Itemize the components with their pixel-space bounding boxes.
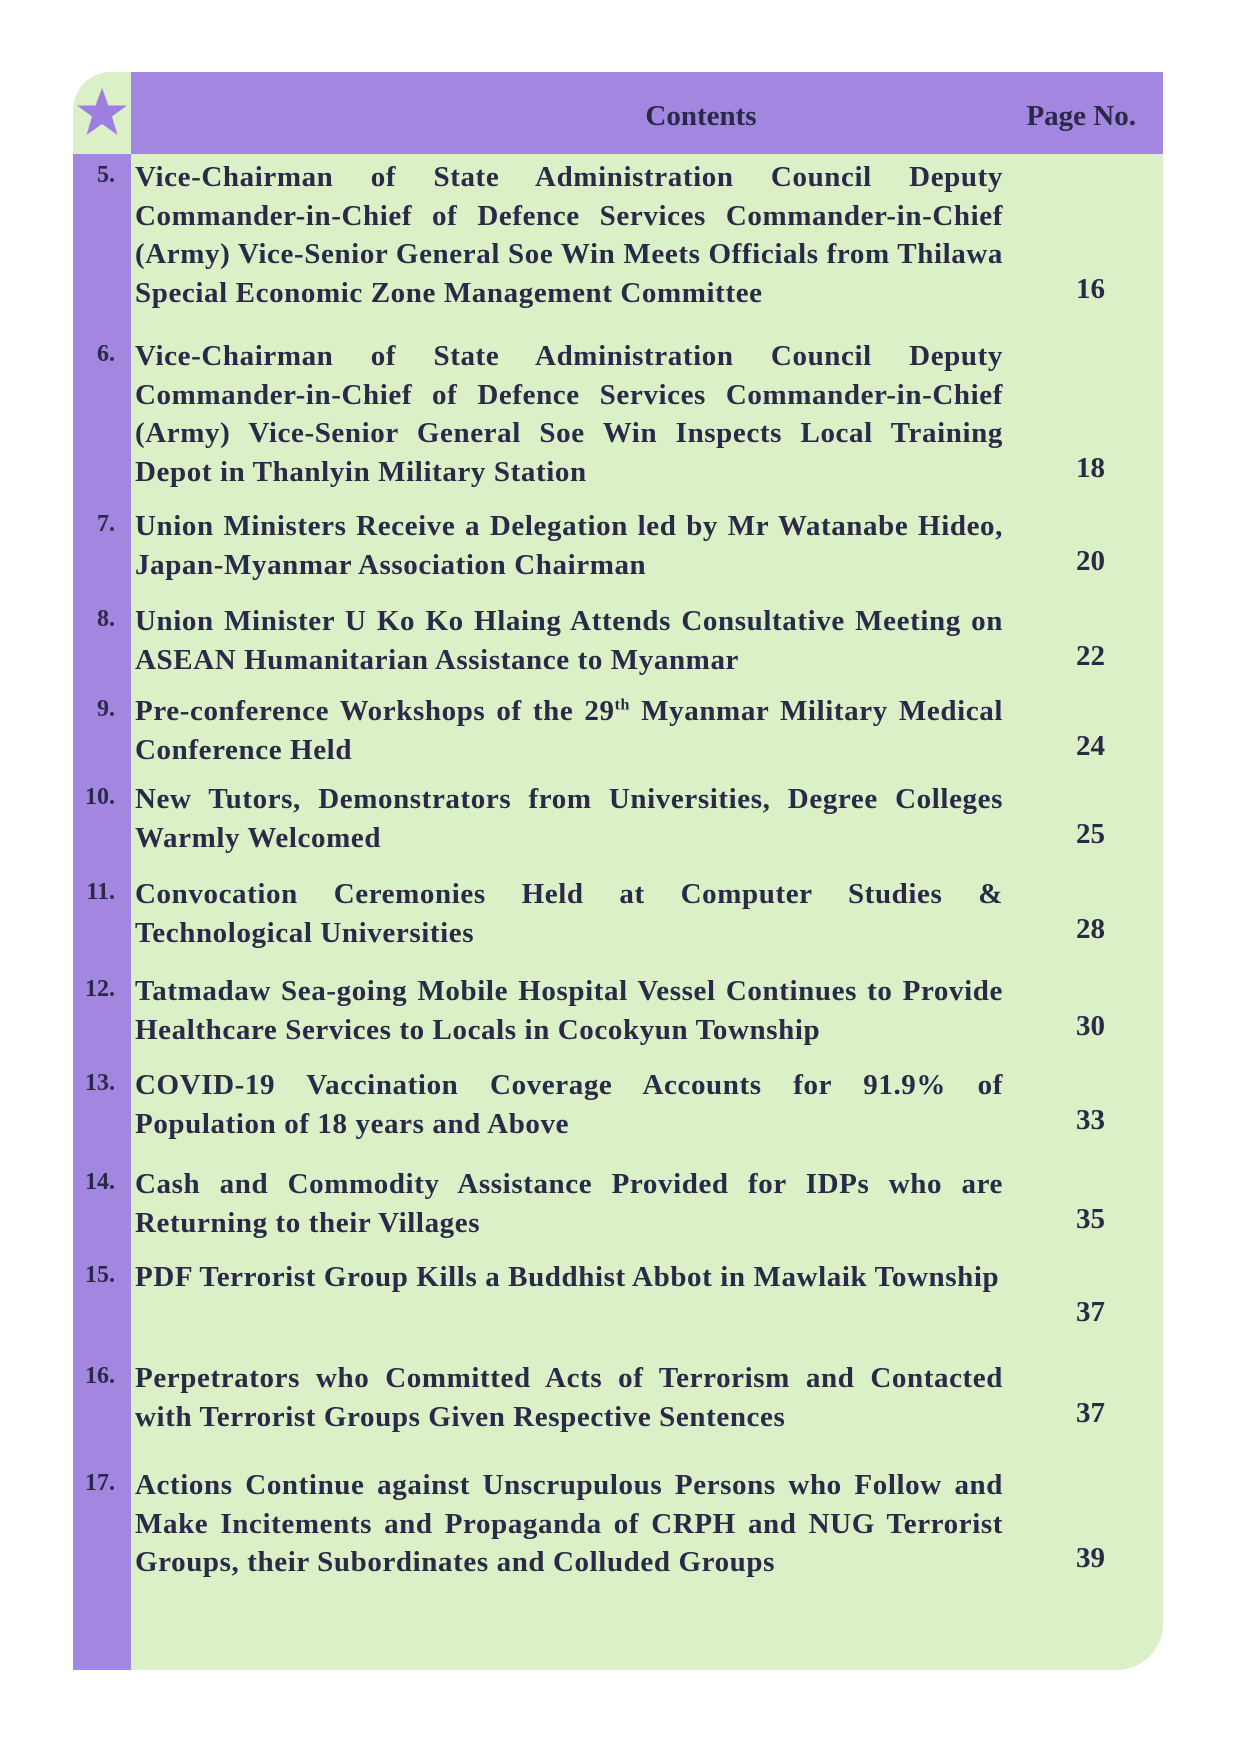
entry-page: 37 bbox=[1076, 1397, 1105, 1429]
entry-title[interactable]: New Tutors, Demonstrators from Universities, Degree Colleges Warmly Welcomed bbox=[135, 783, 1003, 854]
entry-title-part: Myanmar Military Medical Conference Held bbox=[135, 695, 1003, 766]
entry-number: 8. bbox=[97, 606, 115, 632]
contents-header bbox=[131, 72, 1163, 154]
entry-page: 37 bbox=[1076, 1296, 1105, 1328]
entry-title[interactable]: Actions Continue against Unscrupulous Persons who Follow and Make Incitements and Propaganda of CRPH and NUG Terrorist Groups, their Subordinates and Colluded Groups bbox=[135, 1469, 1003, 1579]
entry-page: 16 bbox=[1076, 273, 1105, 305]
contents-panel bbox=[73, 72, 1163, 1670]
corner-star bbox=[73, 72, 131, 154]
entry-title[interactable]: Convocation Ceremonies Held at Computer Studies & Technological Universities bbox=[135, 878, 1003, 949]
entry-title[interactable]: Cash and Commodity Assistance Provided for IDPs who are Returning to their Villages bbox=[135, 1168, 1003, 1239]
entry-number: 13. bbox=[85, 1070, 115, 1096]
entry-number: 11. bbox=[86, 879, 115, 905]
entry-number: 5. bbox=[97, 162, 115, 188]
entry-number: 16. bbox=[85, 1363, 115, 1389]
entry-number: 15. bbox=[85, 1262, 115, 1288]
entry-page: 30 bbox=[1076, 1010, 1105, 1042]
entry-page: 25 bbox=[1076, 818, 1105, 850]
entry-number: 14. bbox=[85, 1169, 115, 1195]
entry-number: 6. bbox=[97, 341, 115, 367]
entry-page: 39 bbox=[1076, 1542, 1105, 1574]
entry-title[interactable]: Vice-Chairman of State Administration Council Deputy Commander-in-Chief of Defence Services Commander-in-Chief (Army) Vice-Senior General Soe Win Inspects Local Training Depot in Thanlyin Military Station bbox=[135, 340, 1003, 489]
entry-number: 9. bbox=[97, 696, 115, 722]
page-no-heading: Page No. bbox=[1026, 100, 1136, 132]
contents-heading: Contents bbox=[645, 100, 757, 132]
entry-title[interactable] bbox=[135, 692, 1003, 769]
entry-number: 17. bbox=[85, 1470, 115, 1496]
star-icon bbox=[76, 86, 128, 138]
entry-page: 22 bbox=[1076, 640, 1105, 672]
left-accent-bar bbox=[73, 154, 131, 1670]
entry-page: 20 bbox=[1076, 545, 1105, 577]
entry-page: 28 bbox=[1076, 913, 1105, 945]
entry-number: 12. bbox=[85, 976, 115, 1002]
ordinal-suffix: th bbox=[614, 696, 631, 714]
entry-title[interactable]: Perpetrators who Committed Acts of Terrorism and Contacted with Terrorist Groups Given Respective Sentences bbox=[135, 1362, 1003, 1433]
entry-number: 10. bbox=[85, 784, 115, 810]
entry-page: 35 bbox=[1076, 1203, 1105, 1235]
entry-title-part: Pre-conference Workshops of the 29 bbox=[135, 695, 615, 727]
entry-page: 33 bbox=[1076, 1104, 1105, 1136]
entry-page: 18 bbox=[1076, 452, 1105, 484]
entry-title[interactable]: COVID-19 Vaccination Coverage Accounts for 91.9% of Population of 18 years and Above bbox=[135, 1069, 1003, 1140]
entry-title[interactable]: Vice-Chairman of State Administration Council Deputy Commander-in-Chief of Defence Services Commander-in-Chief (Army) Vice-Senior General Soe Win Meets Officials from Thilawa Special Economic Zone Management Committee bbox=[135, 161, 1003, 310]
entry-title[interactable]: PDF Terrorist Group Kills a Buddhist Abbot in Mawlaik Township bbox=[135, 1261, 1000, 1293]
entry-title[interactable]: Tatmadaw Sea-going Mobile Hospital Vessel Continues to Provide Healthcare Services to Locals in Cocokyun Township bbox=[135, 975, 1003, 1046]
entry-number: 7. bbox=[97, 511, 115, 537]
entry-title[interactable]: Union Ministers Receive a Delegation led by Mr Watanabe Hideo, Japan-Myanmar Association Chairman bbox=[135, 510, 1003, 581]
entry-page: 24 bbox=[1076, 730, 1105, 762]
entry-title[interactable]: Union Minister U Ko Ko Hlaing Attends Consultative Meeting on ASEAN Humanitarian Assistance to Myanmar bbox=[135, 605, 1003, 676]
